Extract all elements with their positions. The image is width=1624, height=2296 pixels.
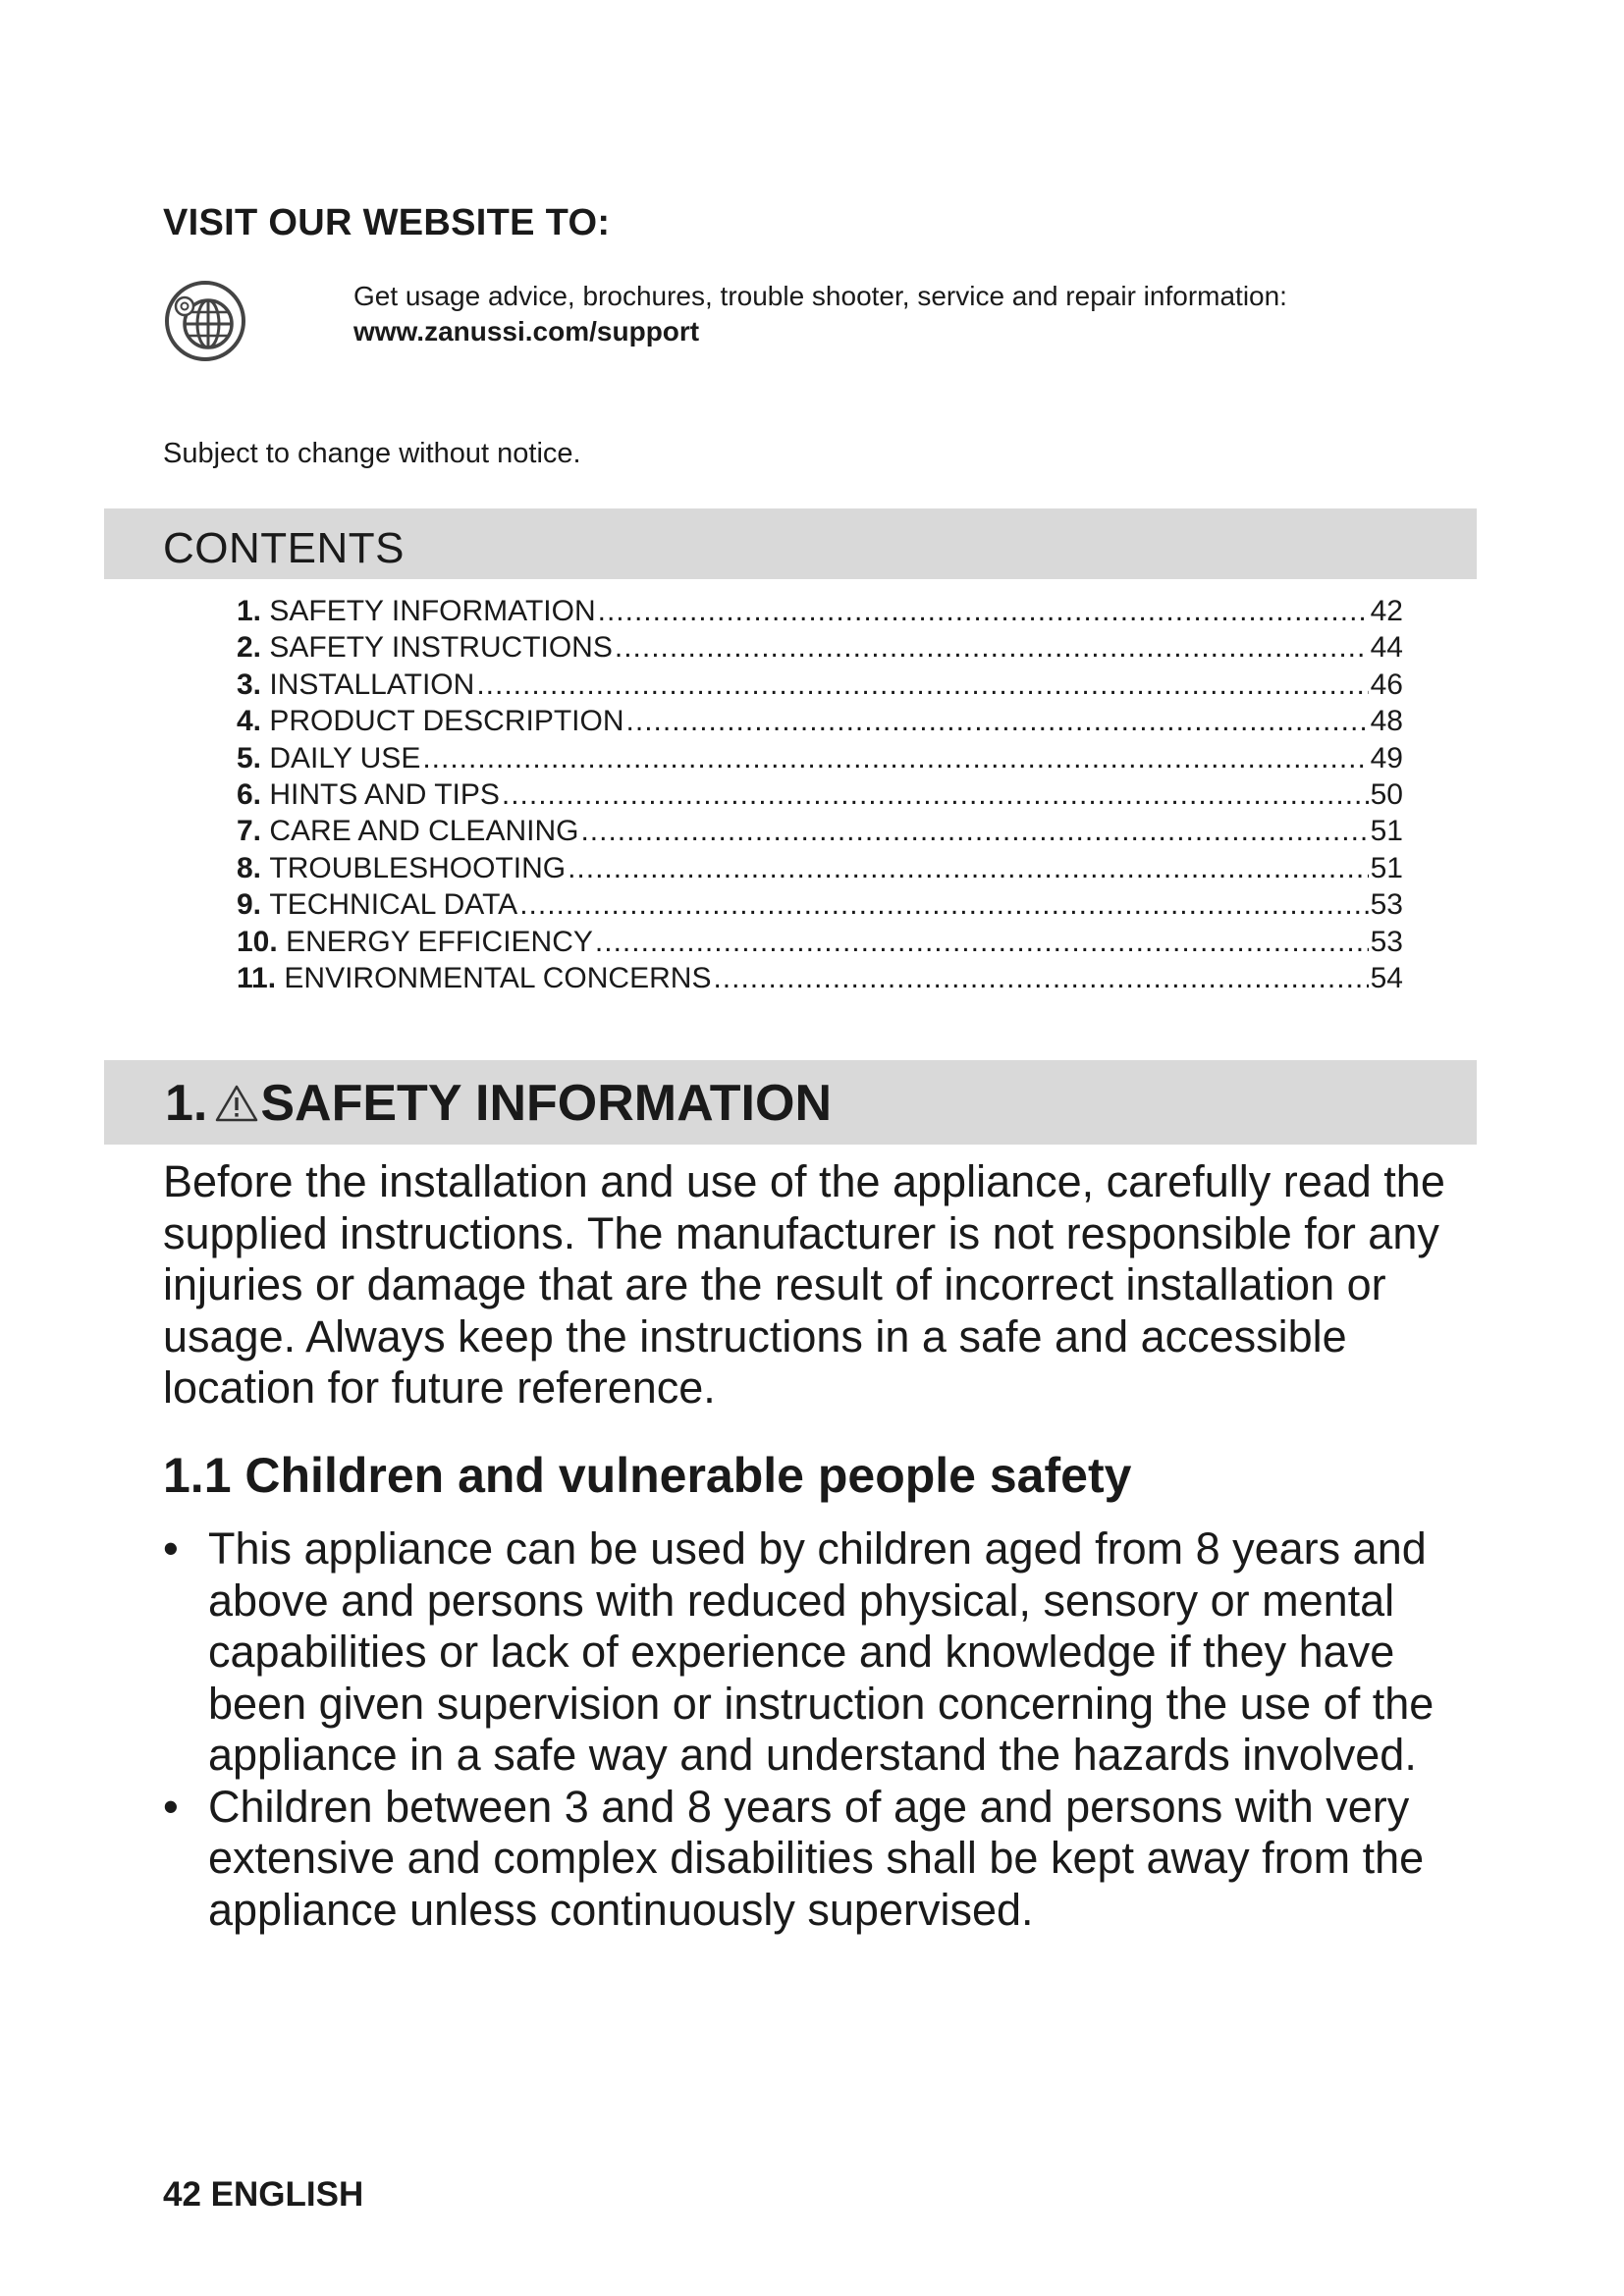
toc-page: 51: [1370, 815, 1403, 848]
toc-label: TECHNICAL DATA: [269, 888, 518, 922]
toc-label: INSTALLATION: [269, 667, 475, 701]
bullet-text: Children between 3 and 8 years of age and persons with very extensive and complex disabilities shall be kept away from the appliance unless continuously supervised.: [208, 1781, 1425, 1935]
toc-label: ENVIRONMENTAL CONCERNS: [284, 961, 712, 994]
toc-leader: [568, 850, 1369, 886]
toc-number: 3.: [237, 667, 262, 701]
subsection-title: 1.1 Children and vulnerable people safety: [163, 1448, 1132, 1503]
toc-item[interactable]: [237, 850, 1403, 886]
toc-leader: [580, 813, 1368, 849]
toc-page: 50: [1370, 777, 1403, 811]
bullet-list: [163, 1523, 1498, 1936]
toc-page: 49: [1370, 741, 1403, 774]
toc-label: TROUBLESHOOTING: [269, 851, 567, 884]
toc-item[interactable]: [237, 703, 1403, 739]
warning-icon: [215, 1084, 258, 1123]
toc-page: 42: [1370, 595, 1403, 627]
support-link[interactable]: www.zanussi.com/support: [353, 316, 700, 347]
toc-leader: [626, 703, 1369, 739]
toc-label: CARE AND CLEANING: [269, 815, 579, 848]
section-title: SAFETY INFORMATION: [260, 1075, 832, 1132]
toc-item[interactable]: [237, 960, 1403, 996]
toc-label: HINTS AND TIPS: [269, 777, 500, 811]
bullet-text: This appliance can be used by children aged from 8 years and above and persons with reduced physical, sensory or mental capabilities or lack of experience and knowledge if they have been given supervision or instruction concerning the use of the appliance in a safe way and understand the hazards involved.: [208, 1523, 1435, 1780]
toc-item[interactable]: [237, 776, 1403, 813]
toc-page: 48: [1370, 705, 1403, 738]
toc-label: ENERGY EFFICIENCY: [286, 925, 593, 958]
toc-label: SAFETY INFORMATION: [269, 595, 596, 627]
toc-leader: [595, 924, 1369, 960]
toc-leader: [519, 886, 1368, 923]
toc-page: 44: [1370, 631, 1403, 665]
toc-item[interactable]: [237, 740, 1403, 776]
toc-number: 11.: [237, 961, 277, 994]
toc-leader: [598, 593, 1369, 629]
list-item: [163, 1782, 1498, 1937]
toc-number: 4.: [237, 705, 262, 738]
section-number: 1.: [165, 1075, 208, 1132]
safety-intro: Before the installation and use of the appliance, carefully read the supplied instructions. The manufacturer is not responsible for any injuries or damage that are the result of incorrect installation or usage. Always keep the instructions in a safe and accessible location for future reference.: [163, 1156, 1445, 1413]
toc-number: 1.: [237, 595, 262, 627]
toc-number: 8.: [237, 851, 262, 884]
globe-at-icon: [163, 279, 247, 363]
toc-item[interactable]: [237, 924, 1403, 960]
toc-label: DAILY USE: [269, 741, 421, 774]
toc-leader: [422, 740, 1368, 776]
change-notice: Subject to change without notice.: [163, 438, 581, 469]
bullet-mark: •: [163, 1523, 179, 1574]
toc-page: 53: [1370, 925, 1403, 958]
toc-page: 53: [1370, 888, 1403, 922]
visit-website-info: [353, 279, 1287, 349]
toc-leader: [476, 667, 1368, 703]
toc-item[interactable]: [237, 593, 1403, 629]
safety-header-band: [104, 1060, 1477, 1145]
toc-item[interactable]: [237, 886, 1403, 923]
table-of-contents: [237, 593, 1403, 996]
toc-leader: [615, 629, 1369, 666]
toc-number: 7.: [237, 815, 262, 848]
toc-leader: [502, 776, 1369, 813]
contents-title: CONTENTS: [163, 524, 405, 572]
visit-website-text: Get usage advice, brochures, trouble shooter, service and repair information:: [353, 281, 1287, 311]
toc-label: PRODUCT DESCRIPTION: [269, 705, 624, 738]
toc-item[interactable]: [237, 813, 1403, 849]
toc-item[interactable]: [237, 667, 1403, 703]
toc-page: 46: [1370, 667, 1403, 701]
toc-leader: [713, 960, 1368, 996]
toc-number: 6.: [237, 777, 262, 811]
toc-number: 2.: [237, 631, 262, 665]
toc-number: 9.: [237, 888, 262, 922]
page-footer: 42 ENGLISH: [163, 2175, 364, 2214]
toc-label: SAFETY INSTRUCTIONS: [269, 631, 613, 665]
bullet-mark: •: [163, 1781, 179, 1832]
safety-section-heading: [165, 1074, 832, 1133]
visit-website-title: VISIT OUR WEBSITE TO:: [163, 202, 611, 243]
toc-number: 5.: [237, 741, 262, 774]
list-item: [163, 1523, 1498, 1782]
toc-page: 54: [1370, 961, 1403, 994]
toc-item[interactable]: [237, 629, 1403, 666]
toc-number: 10.: [237, 925, 278, 958]
toc-page: 51: [1370, 851, 1403, 884]
contents-header-band: [104, 508, 1477, 579]
